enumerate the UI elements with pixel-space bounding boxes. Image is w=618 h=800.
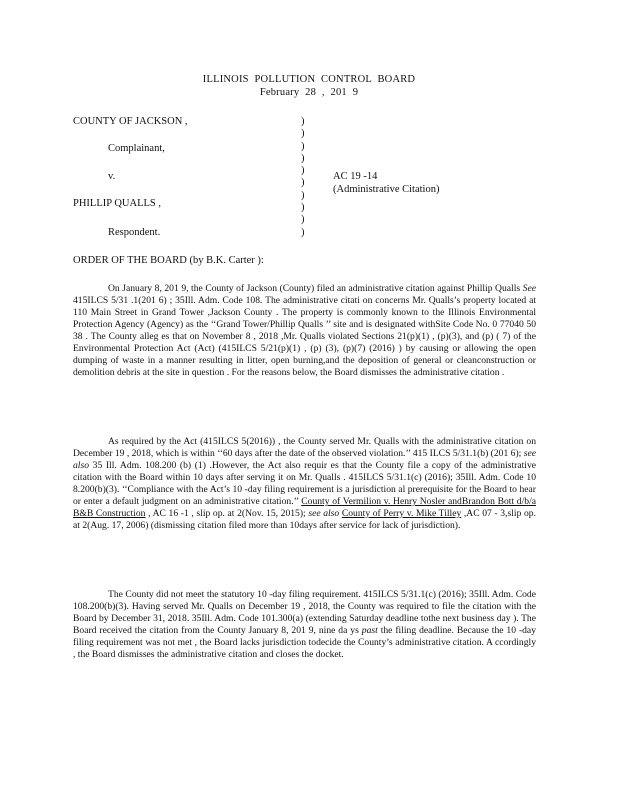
paren: ) [301, 165, 305, 177]
paragraph-background [73, 283, 536, 379]
paren: ) [301, 177, 305, 189]
complainant-role: Complainant, [108, 143, 165, 154]
paren: ) [301, 226, 305, 238]
paren: ) [301, 214, 305, 226]
case-type: (Administrative Citation) [333, 184, 440, 195]
emphasis-past: past [361, 625, 378, 636]
paren: ) [301, 140, 305, 152]
case-number: AC 19 -14 [333, 171, 378, 182]
text-run: , AC 16 -1 , slip op. at 2(Nov. 15, 2015); [145, 508, 306, 519]
versus-label: v. [108, 171, 116, 182]
complainant-name: COUNTY OF JACKSON , [73, 116, 188, 127]
text-run: 415ILCS 5/31 .1(201 6) ; 35Ill. Adm. Code 108. The administrative citati on concerns Mr. Qualls’s property located at 110 Main Street in Grand Tower ,Jackson County . The property is commonly known to the Illinois Environmental Protection Agency (Agency) as the ‘‘Grand Tower/Phillip Qualls ’’ site and is designated withSite Code No. 0 77040 50 38 . The County alleg es that on November 8 , 2018 ,Mr. Qualls violated Sections 21(p)(1) , (p)(3), and (p) ( 7) of the Environmental Protection Act (Act) (415ILCS 5/21(p)(1) , (p) (3), (p)(7) (2016) ) by causing or allowing the open dumping of waste in a manner resulting in litter, open burning,and the deposition of general or cleanconstruction or demolition debris at the site in question . For the reasons below, the Board dismisses the administrative citation . [73, 295, 536, 378]
paren: ) [301, 202, 305, 214]
text-run: 35 Ill. Adm. 108.200 (b) (1) .However, the Act also requir es that the County file a copy of the administrative citation with the Board within 10 days after serving it on Mr. Qualls . 415ILCS 5/31.1(c) (2016); 35Ill. Adm. Code 10 8.200(b)(3). ‘‘Compliance with the Act’s 10 -day filing requirement is a jurisdiction al prerequisite for the Board to hear or enter a default judgment on an administrative citation.’’ [73, 460, 536, 507]
text-run: As required by the Act (415ILCS 5(2016)) , the County served Mr. Qualls with the administrative citation on December 19 , 2018, which is within ‘‘60 days after the date of the observed violation.’’ 415 ILCS 5/31.1(b) (201 6); [73, 436, 536, 459]
text-run: ,AC 07 - 3,slip op. at 2(Aug. 17, 2006) (dismissing citation filed more than 10days after service for lack of jurisdiction). [73, 508, 536, 531]
paren: ) [301, 152, 305, 164]
paren: ) [301, 116, 305, 127]
paren: ) [301, 189, 305, 201]
text-run: the filing deadline. Because the 10 -day filing requirement was not met , the Board lacks jurisdiction todecide the County’s administrative citation. A ccordingly , the Board dismisses the administrative citation and closes the docket. [73, 625, 536, 660]
paragraph-dismissal [73, 589, 536, 661]
signal-see-also: see also [308, 508, 340, 519]
board-title: ILLINOIS POLLUTION CONTROL BOARD [202, 74, 416, 85]
text-run: The County did not meet the statutory 10 -day filing requirement. 415ILCS 5/31.1(c) (2016); 35Ill. Adm. Code 108.200(b)(3). Having served Mr. Qualls on December 19 , 2018, the County was required to file the citation with the Board by December 31, 2018. 35Ill. Adm. Code 101.300(a) (extending Saturday deadline tothe next business day ). The Board received the citation from the County January 8, 201 9, nine da ys [73, 589, 536, 636]
respondent-name: PHILLIP QUALLS , [73, 198, 161, 209]
paragraph-jurisdiction [73, 436, 536, 532]
case-citation-perry: County of Perry v. Mike Tilley [341, 508, 462, 519]
text-run: On January 8, 201 9, the County of Jackson (County) filed an administrative citation against Phillip Qualls [108, 283, 521, 294]
signal-see: See [522, 283, 536, 294]
signal-see-also: see also [73, 448, 536, 471]
caption-parentheses [301, 116, 305, 239]
order-date: February 28 , 201 9 [259, 87, 359, 98]
order-heading: ORDER OF THE BOARD (by B.K. Carter ): [73, 255, 264, 266]
paren: ) [301, 128, 305, 140]
respondent-role: Respondent. [108, 227, 161, 238]
case-citation-vermilion: County of Vermilion v. Henry Nosler andBrandon Bott d/b/a B&B Construction [73, 496, 536, 519]
